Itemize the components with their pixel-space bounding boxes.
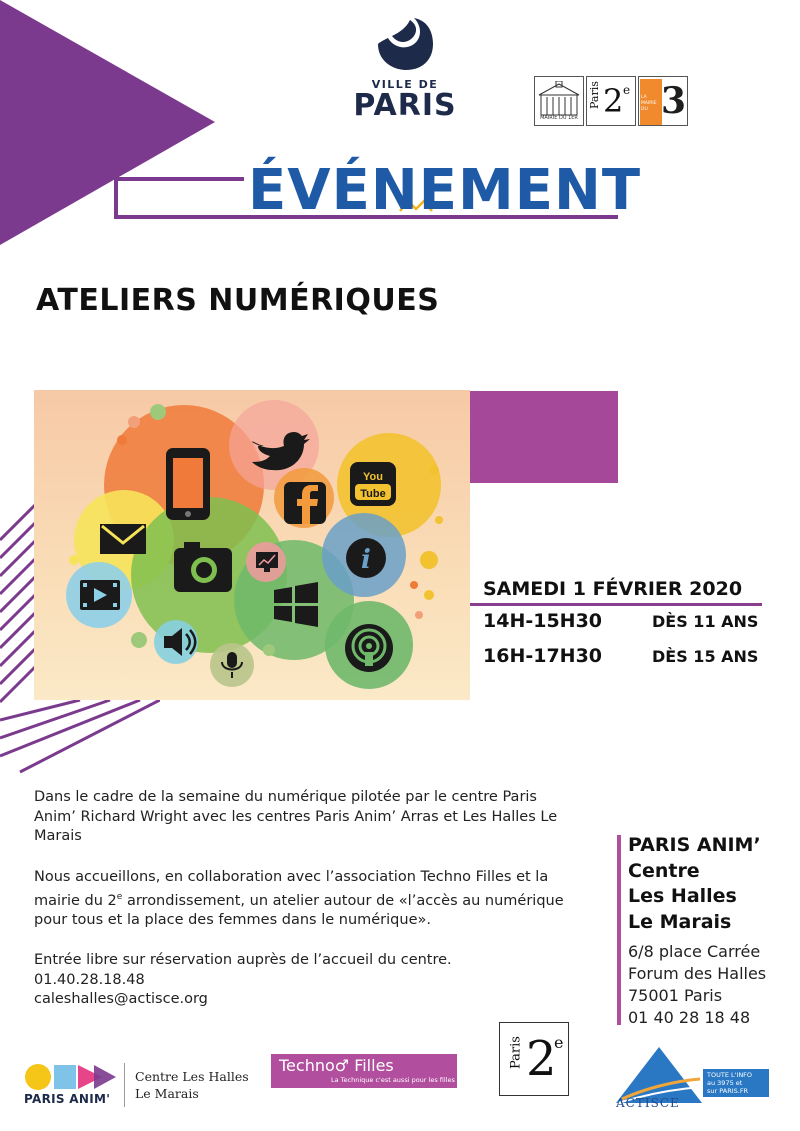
reservation-text: Entrée libre sur réservation auprès de l’accueil du centre. [34, 952, 452, 968]
page-title: ATELIERS NUMÉRIQUES [36, 283, 440, 318]
mairie-1er-logo [534, 76, 584, 126]
intro-paragraph: Dans le cadre de la semaine du numérique pilotée par le centre Paris Anim’ Richard Wright avec les centres Paris Anim’ Arras et Les Halles Le Marais [34, 789, 558, 844]
ville-de-paris-logo [340, 14, 470, 121]
venue-name-line: Le Marais [628, 910, 732, 933]
paris-2e-sup: e [554, 1033, 564, 1052]
session-2-age: DÈS 15 ANS [652, 647, 759, 666]
youtube-label-bottom: Tube [360, 488, 386, 500]
actisce-info-line: TOUTE L'INFO [707, 1071, 753, 1079]
collaboration-sup: e [116, 891, 123, 902]
techno-filles-tagline: La Technique c'est aussi pour les filles [331, 1076, 455, 1084]
podcast-icon [345, 624, 393, 672]
address-line: Forum des Halles [628, 964, 767, 983]
mairie-2e-paris: Paris [588, 81, 601, 109]
session-2-time: 16H-17H30 [483, 645, 603, 667]
centre-name-line: Le Marais [135, 1086, 199, 1101]
venue-name-line: PARIS ANIM’ [628, 834, 761, 856]
date-underline [470, 603, 762, 606]
camera-icon [174, 542, 232, 592]
mairie-2e-sup: e [623, 83, 631, 97]
decorative-purple-block [470, 391, 618, 483]
video-icon [80, 580, 120, 610]
reservation-email: caleshalles@actisce.org [34, 991, 208, 1007]
youtube-icon [350, 462, 396, 506]
collaboration-text-start: Nous accueillons, en collaboration avec l’association Techno Filles et la mairie du 2 [34, 869, 549, 909]
actisce-info-line: sur PARIS.FR [707, 1087, 749, 1095]
paris-label: PARIS [353, 88, 457, 123]
mairie-2e-number: 2 [603, 82, 624, 120]
paris-anim-label: PARIS ANIM' [24, 1092, 111, 1106]
mail-icon [100, 524, 146, 554]
address-line: 75001 Paris [628, 986, 723, 1005]
mairie-3e-caption: LA MAIRIE DU [641, 95, 657, 112]
evenement-heading: ÉVÉNEMENT [248, 158, 642, 223]
reservation-phone: 01.40.28.18.48 [34, 971, 145, 988]
paris-2e-logo [499, 1022, 569, 1096]
event-date: SAMEDI 1 FÉVRIER 2020 [483, 578, 743, 600]
address-rule [617, 835, 621, 1025]
techno-filles-title: Techno♂ Filles [279, 1056, 394, 1075]
paris-2e-number: 2 [526, 1031, 557, 1087]
session-1-time: 14H-15H30 [483, 610, 603, 632]
centre-name [135, 1068, 249, 1102]
venue-name [628, 833, 761, 935]
techno-filles-logo [271, 1054, 457, 1088]
mairie-2e-logo [586, 76, 636, 126]
paris-anim-shapes-icon [24, 1062, 120, 1092]
paris-2e-word: Paris [508, 1036, 524, 1069]
address-phone: 01 40 28 18 48 [628, 1008, 751, 1027]
venue-name-line: Les Halles [628, 885, 737, 907]
address-line: 6/8 place Carrée [628, 942, 761, 961]
venue-address [628, 941, 766, 1029]
mairie-3e-logo [638, 76, 688, 126]
session-1-age: DÈS 11 ANS [652, 612, 759, 631]
footer-separator [124, 1063, 125, 1107]
collaboration-paragraph [34, 868, 564, 930]
actisce-label: ACTISCE [616, 1096, 680, 1110]
reservation-block [34, 951, 574, 1010]
actisce-info-line: au 3975 et [707, 1079, 743, 1087]
mairie-3e-number: 3 [661, 80, 687, 122]
facebook-icon [284, 482, 326, 524]
youtube-label-top: You [363, 471, 383, 483]
venue-name-line: Centre [628, 859, 700, 882]
ship-emblem-icon [370, 14, 440, 72]
info-icon [346, 538, 386, 578]
smartphone-icon [166, 448, 210, 520]
mairie-1er-caption: MAIRIE DU 1ER [540, 115, 578, 121]
actisce-info-badge [703, 1069, 769, 1097]
collaboration-text-end: arrondissement, un atelier autour de «l’accès au numérique pour tous et la place des femmes dans le numérique». [34, 892, 564, 928]
ville-de-label: VILLE DE [371, 78, 439, 91]
paris-anim-logo [24, 1062, 120, 1106]
info-glyph: i [361, 545, 371, 575]
town-hall-icon [535, 81, 583, 117]
digital-illustration [34, 390, 470, 700]
centre-name-line: Centre Les Halles [135, 1069, 249, 1084]
